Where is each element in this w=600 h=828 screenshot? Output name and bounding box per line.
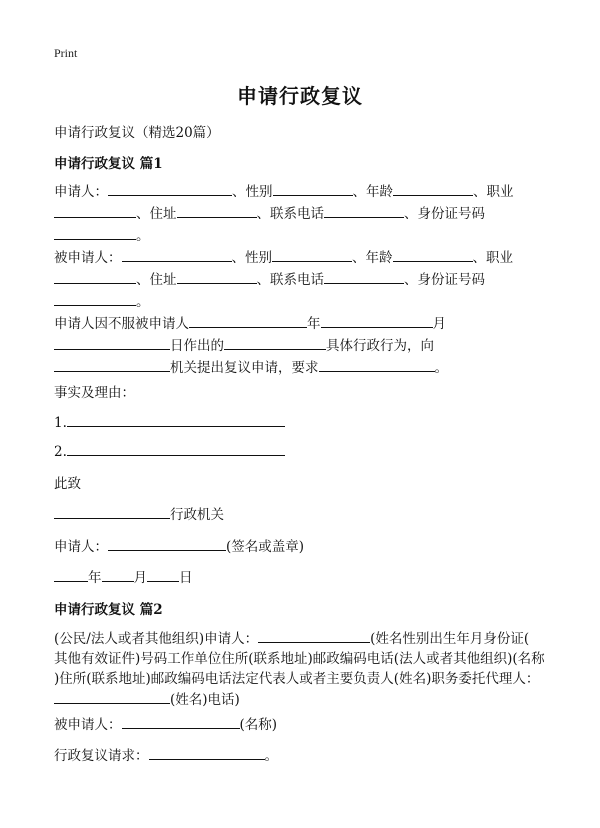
applicant-job-blank	[54, 203, 136, 218]
section-2-para-line-2: 其他有效证件)号码工作单位住所(联系地址)邮政编码电话(法人或者其他组织)(名称	[54, 651, 545, 667]
applicant-label: 申请人：	[54, 184, 108, 200]
section-2-para-start: (公民/法人或者其他组织)申请人：	[54, 631, 259, 647]
respondent-block	[54, 247, 554, 313]
request-year-blank	[321, 313, 433, 328]
section-2-agent-blank	[54, 689, 170, 704]
respondent-id-blank	[54, 291, 136, 306]
document-subtitle: 申请行政复议（精选20篇）	[54, 125, 220, 141]
section-2-para-rest: (姓名性别出生年月身份证(	[370, 631, 530, 647]
date-day-blank	[147, 567, 179, 582]
section-2-heading: 申请行政复议 篇2	[54, 602, 163, 618]
fact-item-2-number: 2.	[54, 444, 67, 460]
signature-blank	[108, 536, 226, 551]
request-text-1: 申请人因不服被申请人	[54, 316, 189, 332]
signature-line	[54, 535, 304, 555]
date-year-blank	[54, 567, 88, 582]
applicant-gender-blank	[273, 181, 353, 196]
section-2-para-end: (姓名)电话)	[170, 692, 240, 708]
section-2-respondent-label: 被申请人：	[54, 717, 122, 733]
date-line	[54, 566, 193, 586]
section-2-respondent-note: (名称)	[239, 717, 278, 733]
respondent-age-blank	[393, 247, 473, 262]
print-link[interactable]: Print	[54, 46, 78, 60]
respondent-address-blank	[177, 269, 257, 284]
section-2-applicant-blank	[258, 628, 370, 643]
authority-line	[54, 503, 224, 523]
applicant-gender-label: 、性别	[232, 184, 273, 200]
section-2-request-label: 行政复议请求：	[54, 748, 149, 764]
signature-note: (签名或盖章)	[226, 539, 305, 555]
section-2-respondent-blank	[122, 714, 240, 729]
section-2-request-blank	[149, 745, 265, 760]
fact-item-2	[54, 441, 285, 460]
respondent-end: 。	[136, 294, 150, 310]
request-action-label: 具体行政行为，向	[326, 338, 434, 354]
respondent-name-blank	[122, 247, 232, 262]
respondent-phone-blank	[324, 269, 404, 284]
applicant-address-label: 、住址	[136, 206, 177, 222]
authority-label: 行政机关	[170, 507, 224, 523]
authority-blank	[54, 504, 170, 519]
section-2-para-line-3: )住所(联系地址)邮政编码电话法定代表人或者主要负责人(姓名)职务委托代理人：	[54, 671, 540, 687]
date-month-label: 月	[133, 570, 147, 586]
section-2-request-line	[54, 744, 278, 764]
fact-item-2-blank	[67, 441, 285, 456]
respondent-gender-label: 、性别	[231, 250, 272, 266]
respondent-job-blank	[54, 269, 136, 284]
respondent-gender-blank	[272, 247, 352, 262]
respondent-phone-label: 、联系电话	[256, 272, 324, 288]
applicant-phone-label: 、联系电话	[256, 206, 324, 222]
section-2-paragraph	[54, 628, 554, 710]
applicant-end: 。	[136, 228, 150, 244]
date-month-blank	[102, 567, 134, 582]
request-year-label: 年	[307, 316, 321, 332]
request-end: 。	[434, 360, 448, 376]
respondent-age-label: 、年龄	[352, 250, 393, 266]
applicant-id-blank	[54, 225, 136, 240]
section-1-heading: 申请行政复议 篇1	[54, 156, 163, 172]
section-2-request-end: 。	[264, 748, 278, 764]
request-action-blank	[224, 335, 326, 350]
applicant-age-label: 、年龄	[352, 184, 393, 200]
request-demand-blank	[319, 357, 435, 372]
request-day-label: 日作出的	[170, 338, 224, 354]
page-title: 申请行政复议	[237, 84, 363, 108]
applicant-job-label: 、职业	[473, 184, 514, 200]
applicant-block	[54, 181, 554, 247]
applicant-address-blank	[177, 203, 257, 218]
signature-label: 申请人：	[54, 539, 108, 555]
respondent-job-label: 、职业	[472, 250, 513, 266]
request-month-label: 月	[432, 316, 446, 332]
request-agency-blank	[54, 357, 170, 372]
request-respondent-blank	[189, 313, 307, 328]
applicant-id-label: 、身份证号码	[404, 206, 485, 222]
request-block	[54, 313, 554, 379]
date-year-label: 年	[88, 570, 102, 586]
applicant-name-blank	[108, 181, 232, 196]
fact-item-1-blank	[67, 412, 285, 427]
request-agency-label: 机关提出复议申请，要求	[170, 360, 319, 376]
respondent-address-label: 、住址	[136, 272, 177, 288]
respondent-label: 被申请人：	[54, 250, 122, 266]
date-day-label: 日	[179, 570, 193, 586]
salutation: 此致	[54, 476, 81, 492]
request-month-blank	[54, 335, 170, 350]
applicant-age-blank	[393, 181, 473, 196]
facts-label: 事实及理由：	[54, 385, 135, 401]
respondent-id-label: 、身份证号码	[404, 272, 485, 288]
section-2-respondent-line	[54, 713, 277, 733]
applicant-phone-blank	[324, 203, 404, 218]
fact-item-1-number: 1.	[54, 415, 67, 431]
fact-item-1	[54, 412, 285, 431]
